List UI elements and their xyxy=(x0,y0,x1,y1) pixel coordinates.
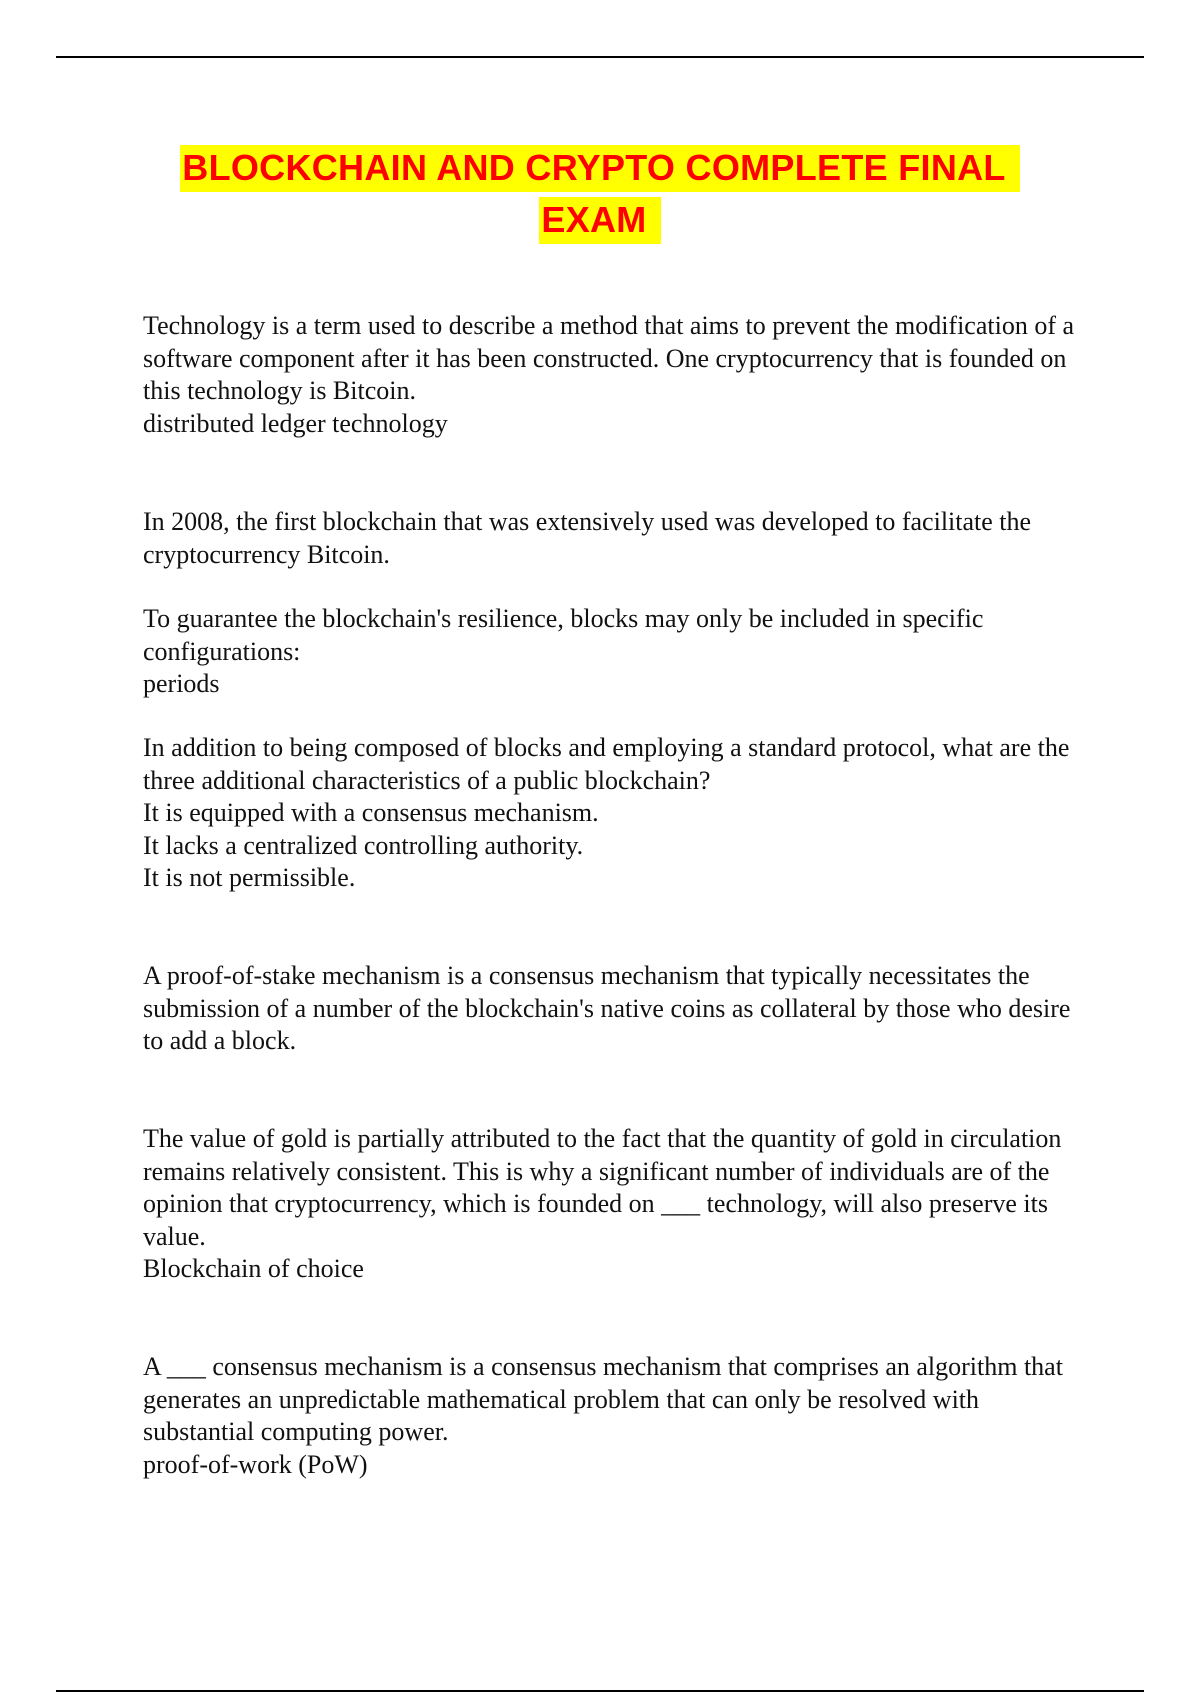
title-line-2: EXAM xyxy=(0,194,1200,246)
title-line-1: BLOCKCHAIN AND CRYPTO COMPLETE FINAL xyxy=(0,142,1200,194)
qa-item-1 xyxy=(143,310,1083,440)
qa-item-6 xyxy=(143,1123,1083,1286)
answer-text: distributed ledger technology xyxy=(143,408,448,438)
question-text: To guarantee the blockchain's resilience, blocks may only be included in specific configurations: xyxy=(143,604,984,666)
answer-text: Blockchain of choice xyxy=(143,1254,364,1283)
answer-text: periods xyxy=(143,669,220,698)
answer-text: proof-of-work (PoW) xyxy=(143,1449,368,1479)
qa-item-2 xyxy=(143,506,1083,571)
document-title xyxy=(0,142,1200,246)
question-text: In 2008, the first blockchain that was extensively used was developed to facilitate the cryptocurrency Bitcoin. xyxy=(143,507,1032,569)
answer-text: It is not permissible. xyxy=(143,863,356,892)
qa-item-3 xyxy=(143,603,1083,701)
qa-item-4 xyxy=(143,732,1083,895)
answer-text: It lacks a centralized controlling authority. xyxy=(143,830,584,860)
top-rule xyxy=(56,56,1144,58)
question-text: Technology is a term used to describe a method that aims to prevent the modification of a software component after it has been constructed. One cryptocurrency that is founded on this technology is Bitcoin. xyxy=(143,311,1075,405)
qa-item-7 xyxy=(143,1351,1083,1481)
question-text: In addition to being composed of blocks and employing a standard protocol, what are the three additional characteristics of a public blockchain? xyxy=(143,733,1070,795)
bottom-rule xyxy=(56,1690,1144,1692)
question-text: A ___ consensus mechanism is a consensus mechanism that comprises an algorithm that generates an unpredictable mathematical problem that can only be resolved with substantial computing power. xyxy=(143,1352,1063,1446)
question-text: A proof-of-stake mechanism is a consensus mechanism that typically necessitates the submission of a number of the blockchain's native coins as collateral by those who desire to add a block. xyxy=(143,961,1071,1055)
answer-text: It is equipped with a consensus mechanism. xyxy=(143,798,599,827)
qa-item-5 xyxy=(143,960,1083,1058)
question-text: The value of gold is partially attributed to the fact that the quantity of gold in circulation remains relatively consistent. This is why a significant number of individuals are of the opinion that cryptocurrency, which is founded on ___ technology, will also preserve its value. xyxy=(143,1124,1062,1251)
